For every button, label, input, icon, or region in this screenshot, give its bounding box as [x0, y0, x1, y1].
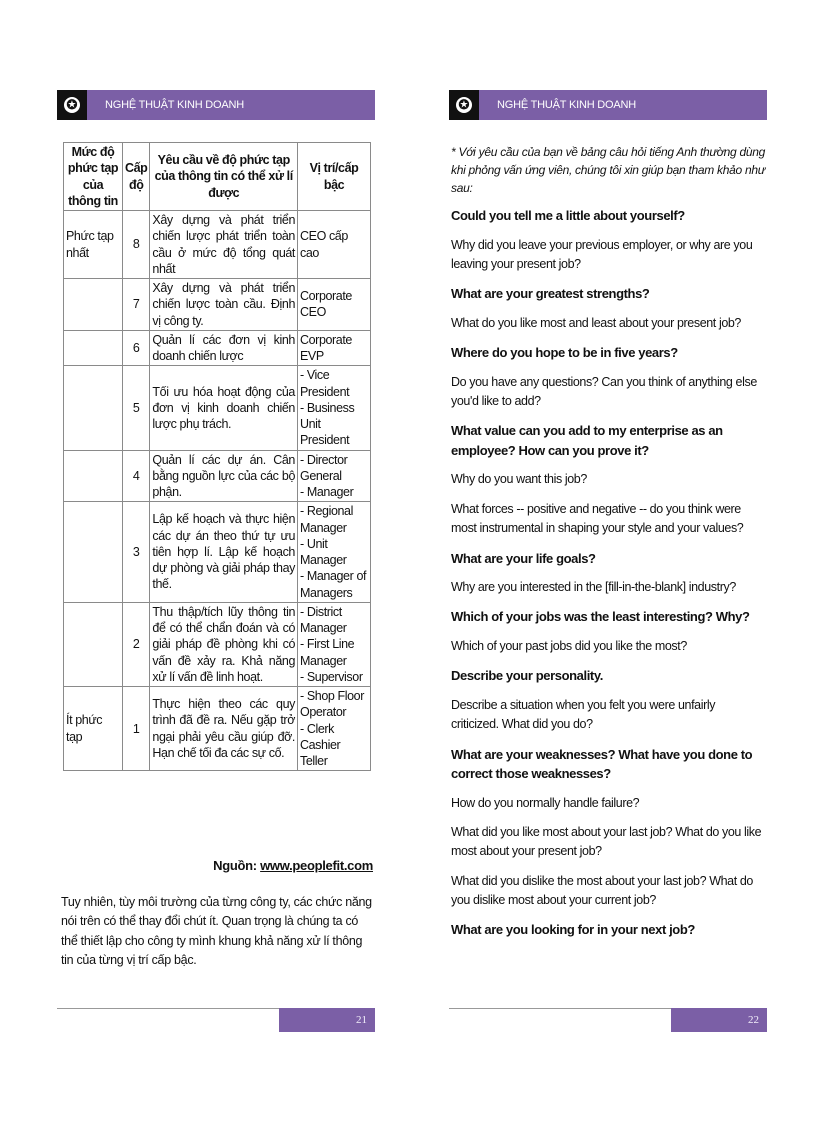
- question-text: What forces -- positive and negative -- do you think were most instrumental in shaping your style and your values?: [451, 501, 744, 536]
- page-number: 21: [356, 1014, 367, 1026]
- complexity-cell: [64, 279, 123, 331]
- requirement-cell: Thu thập/tích lũy thông tin để có thể chẩn đoán và có giải pháp đề phòng khi có vấn đề xảy ra. Khả năng xử lí vấn đề linh hoạt.: [150, 602, 298, 686]
- header-logo: [449, 90, 479, 120]
- position-item: - First Line Manager: [300, 637, 355, 668]
- question-heading: Where do you hope to be in five years?: [451, 345, 678, 361]
- table-row: [64, 279, 371, 331]
- position-cell: [298, 366, 371, 450]
- left-page: [57, 0, 377, 1123]
- requirement-cell: Quản lí các đơn vị kinh doanh chiến lược: [150, 330, 298, 366]
- complexity-cell: Ít phức tạp: [64, 687, 123, 771]
- grade-cell: 6: [123, 330, 150, 366]
- position-item: - Shop Floor Operator: [300, 689, 364, 720]
- requirement-cell: Quản lí các dự án. Cân bằng nguồn lực của các bộ phận.: [150, 450, 298, 502]
- position-item: - Regional Manager: [300, 504, 353, 535]
- table-row: [64, 330, 371, 366]
- col-header-requirement: Yêu cầu về độ phức tạp của thông tin có thể xử lí được: [150, 143, 298, 211]
- question-heading: Could you tell me a little about yourself?: [451, 208, 685, 223]
- table-row: [64, 602, 371, 686]
- position-item: - Vice President: [300, 368, 350, 399]
- position-item: Corporate CEO: [300, 289, 352, 320]
- right-page: [449, 0, 769, 1123]
- complexity-cell: [64, 366, 123, 450]
- position-cell: [298, 330, 371, 366]
- interview-question-list: [451, 206, 765, 950]
- page-number-box: [671, 1008, 767, 1032]
- source-label: Nguồn:: [213, 858, 261, 873]
- col-header-grade: Cấp độ: [123, 143, 150, 211]
- question-text: Why are you interested in the [fill-in-the-blank] industry?: [451, 580, 736, 594]
- question-text: What did you like most about your last job? What do you like most about your present job?: [451, 824, 762, 859]
- question-heading: What are your life goals?: [451, 550, 596, 566]
- question-text: Do you have any questions? Can you think of anything else you'd like to add?: [451, 374, 757, 408]
- position-item: Corporate EVP: [300, 332, 352, 363]
- col-header-position: Vị trí/cấp bậc: [298, 143, 371, 211]
- question-heading: Describe your personality.: [451, 668, 603, 684]
- question-heading: What are your greatest strengths?: [451, 286, 650, 302]
- position-item: - Manager of Managers: [300, 569, 367, 600]
- grade-cell: 2: [123, 602, 150, 686]
- position-item: - Supervisor: [300, 669, 363, 684]
- question-heading: Which of your jobs was the least interesting? Why?: [451, 609, 750, 625]
- complexity-cell: [64, 330, 123, 366]
- question-text: Why did you leave your previous employer, or why are you leaving your present job?: [451, 237, 753, 271]
- question-text: Which of your past jobs did you like the most?: [451, 638, 687, 653]
- question-text: Describe a situation when you felt you were unfairly criticized. What did you do?: [451, 697, 716, 732]
- table-header-row: [64, 143, 371, 211]
- question-text: Why do you want this job?: [451, 472, 587, 487]
- position-cell: [298, 450, 371, 502]
- table-row: [64, 211, 371, 279]
- position-item: - Manager: [300, 485, 354, 499]
- position-cell: [298, 687, 371, 771]
- right-page-header: [449, 90, 767, 120]
- grade-cell: 5: [123, 366, 150, 450]
- left-page-header: [57, 90, 375, 120]
- page-number: 22: [748, 1014, 759, 1026]
- grade-cell: 4: [123, 450, 150, 502]
- star-circle-icon: ✪: [456, 97, 472, 113]
- question-text: How do you normally handle failure?: [451, 795, 640, 810]
- question-text: What do you like most and least about your present job?: [451, 315, 741, 330]
- requirement-cell: Thực hiện theo các quy trình đã đề ra. Nếu gặp trở ngại phải yêu cầu giúp đỡ. Hạn chế tối đa các sự cố.: [150, 687, 298, 771]
- complexity-cell: Phức tạp nhất: [64, 211, 123, 279]
- grade-cell: 7: [123, 279, 150, 331]
- complexity-cell: [64, 602, 123, 686]
- position-cell: [298, 602, 371, 686]
- complexity-cell: [64, 502, 123, 603]
- table-row: [64, 502, 371, 603]
- position-item: - Unit Manager: [300, 536, 347, 567]
- position-cell: [298, 211, 371, 279]
- body-paragraph: Tuy nhiên, tùy môi trường của từng công ty, các chức năng nói trên có thể thay đổi chút ít. Quan trọng là chúng ta có thể thiết lập cho công ty mình khung khả năng xử lí thông tin của từng vị trí cấp bậc.: [61, 895, 372, 968]
- table-row: [64, 366, 371, 450]
- header-title: NGHỆ THUẬT KINH DOANH: [105, 99, 245, 111]
- position-cell: [298, 279, 371, 331]
- position-item: - Clerk Cashier Teller: [300, 721, 341, 768]
- header-logo: [57, 90, 87, 120]
- position-item: - Director General: [300, 452, 348, 483]
- requirement-cell: Tối ưu hóa hoạt động của đơn vị kinh doanh chiến lược phụ trách.: [150, 366, 298, 450]
- position-item: CEO cấp cao: [300, 229, 348, 260]
- question-heading: What are you looking for in your next job?: [451, 922, 695, 938]
- source-link[interactable]: www.peoplefit.com: [260, 858, 373, 873]
- position-item: - Business Unit President: [300, 400, 355, 448]
- col-header-complexity: Mức độ phức tạp của thông tin: [64, 143, 123, 211]
- complexity-table: [63, 142, 371, 771]
- position-item: - District Manager: [300, 604, 347, 635]
- grade-cell: 8: [123, 211, 150, 279]
- star-circle-icon: ✪: [64, 97, 80, 113]
- header-title: NGHỆ THUẬT KINH DOANH: [497, 99, 637, 111]
- requirement-cell: Lập kế hoạch và thực hiện các dự án theo thứ tự ưu tiên hợp lí. Lập kế hoạch dự phòng và giải pháp thay thế.: [150, 502, 298, 603]
- table-row: [64, 687, 371, 771]
- intro-text: * Với yêu cầu của bạn về bảng câu hỏi tiếng Anh thường dùng khi phỏng vấn ứng viên, chúng tôi xin giúp bạn tham khảo như sau:: [451, 145, 765, 195]
- table-row: [64, 450, 371, 502]
- question-heading: What are your weaknesses? What have you done to correct those weaknesses?: [451, 746, 753, 781]
- source-citation: [213, 858, 373, 873]
- question-text: What did you dislike the most about your last job? What do you dislike most about your current job?: [451, 873, 753, 907]
- table-body: [64, 211, 371, 771]
- question-heading: What value can you add to my enterprise as an employee? How can you prove it?: [451, 423, 723, 458]
- complexity-cell: [64, 450, 123, 502]
- position-cell: [298, 502, 371, 603]
- grade-cell: 1: [123, 687, 150, 771]
- requirement-cell: Xây dựng và phát triển chiến lược toàn cầu. Định vị công ty.: [150, 279, 298, 331]
- requirement-cell: Xây dựng và phát triển chiến lược phát triển toàn cầu ở mức độ tổng quát nhất: [150, 211, 298, 279]
- grade-cell: 3: [123, 502, 150, 603]
- page-number-box: [279, 1008, 375, 1032]
